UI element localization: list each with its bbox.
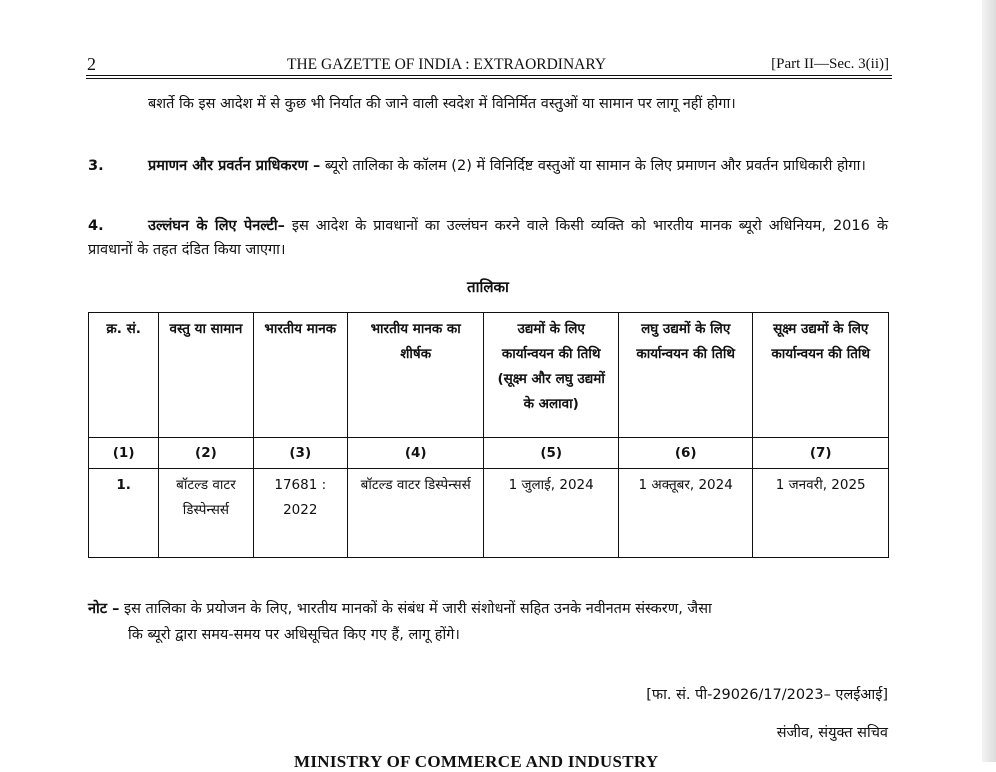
cell-small-enterprise-date: 1 अक्तूबर, 2024 <box>618 469 753 558</box>
cell-standard-title: बॉटल्ड वाटर डिस्पेन्सर्स <box>347 469 484 558</box>
section-number: 4. <box>88 218 104 234</box>
section-4-paragraph <box>88 214 888 262</box>
proviso-paragraph: बशर्ते कि इस आदेश में से कुछ भी निर्यात की जाने वाली स्वदेश में विनिर्मित वस्तुओं या सामान पर लागू नहीं होगा। <box>148 96 736 112</box>
section-heading: उल्लंघन के लिए पेनल्टी– <box>148 218 285 234</box>
cell-standard: 17681 : 2022 <box>253 469 347 558</box>
header-cell-enterprise-date: उद्यमों के लिए कार्यान्वयन की तिथि (सूक्ष्म और लघु उद्यमों के अलावा) <box>484 313 619 438</box>
header-cell-serial: क्र. सं. <box>89 313 159 438</box>
column-number: (2) <box>159 438 253 469</box>
header-cell-item: वस्तु या सामान <box>159 313 253 438</box>
section-text: ब्यूरो तालिका के कॉलम (2) में विनिर्दिष्ट वस्तुओं या सामान के लिए प्रमाणन और प्रवर्तन प्राधिकारी होगा। <box>320 158 866 174</box>
page-number: 2 <box>87 54 96 74</box>
column-number: (7) <box>753 438 889 469</box>
column-number: (3) <box>253 438 347 469</box>
note-text: इस तालिका के प्रयोजन के लिए, भारतीय मानकों के संबंध में जारी संशोधनों सहित उनके नवीनतम संस्करण, जैसा <box>119 601 712 617</box>
header-cell-standard: भारतीय मानक <box>253 313 347 438</box>
table-note <box>88 596 888 648</box>
column-number: (6) <box>618 438 753 469</box>
header-rule-bottom <box>86 78 892 79</box>
column-number: (4) <box>347 438 484 469</box>
gazette-header <box>87 54 889 76</box>
header-cell-micro-enterprise-date: सूक्ष्म उद्यमों के लिए कार्यान्वयन की तिथि <box>753 313 889 438</box>
signatory: संजीव, संयुक्त सचिव <box>776 725 888 741</box>
note-continuation: कि ब्यूरो द्वारा समय-समय पर अधिसूचित किए गए हैं, लागू होंगे। <box>128 627 460 643</box>
column-number: (5) <box>484 438 619 469</box>
section-heading: प्रमाणन और प्रवर्तन प्राधिकरण – <box>148 158 321 174</box>
column-number-row <box>89 438 889 469</box>
cell-serial: 1. <box>89 469 159 558</box>
header-cell-standard-title: भारतीय मानक का शीर्षक <box>347 313 484 438</box>
page-edge-shadow <box>982 0 996 762</box>
section-3-paragraph <box>88 154 888 178</box>
standards-table <box>88 312 889 558</box>
note-label: नोट – <box>88 601 120 617</box>
cell-enterprise-date: 1 जुलाई, 2024 <box>484 469 619 558</box>
column-number: (1) <box>89 438 159 469</box>
table-header-row <box>89 313 889 438</box>
header-cell-small-enterprise-date: लघु उद्यमों के लिए कार्यान्वयन की तिथि <box>618 313 753 438</box>
header-rule-top <box>86 75 892 76</box>
cell-item: बॉटल्ड वाटर डिस्पेन्सर्स <box>159 469 253 558</box>
table-caption: तालिका <box>467 278 509 296</box>
cell-micro-enterprise-date: 1 जनवरी, 2025 <box>753 469 889 558</box>
part-section: [Part II—Sec. 3(ii)] <box>771 56 889 72</box>
table-row <box>89 469 889 558</box>
section-number: 3. <box>88 158 104 174</box>
file-number: [फा. सं. पी-29026/17/2023– एलईआई] <box>646 687 888 703</box>
ministry-heading: MINISTRY OF COMMERCE AND INDUSTRY <box>294 752 659 771</box>
section-text: इस आदेश के प्रावधानों का उल्लंघन करने वाले किसी व्यक्ति को भारतीय मानक ब्यूरो अधिनियम, 2016 के प्रावधानों के तहत दंडित किया जाएगा। <box>88 218 888 258</box>
gazette-title: THE GAZETTE OF INDIA : EXTRAORDINARY <box>287 56 607 73</box>
